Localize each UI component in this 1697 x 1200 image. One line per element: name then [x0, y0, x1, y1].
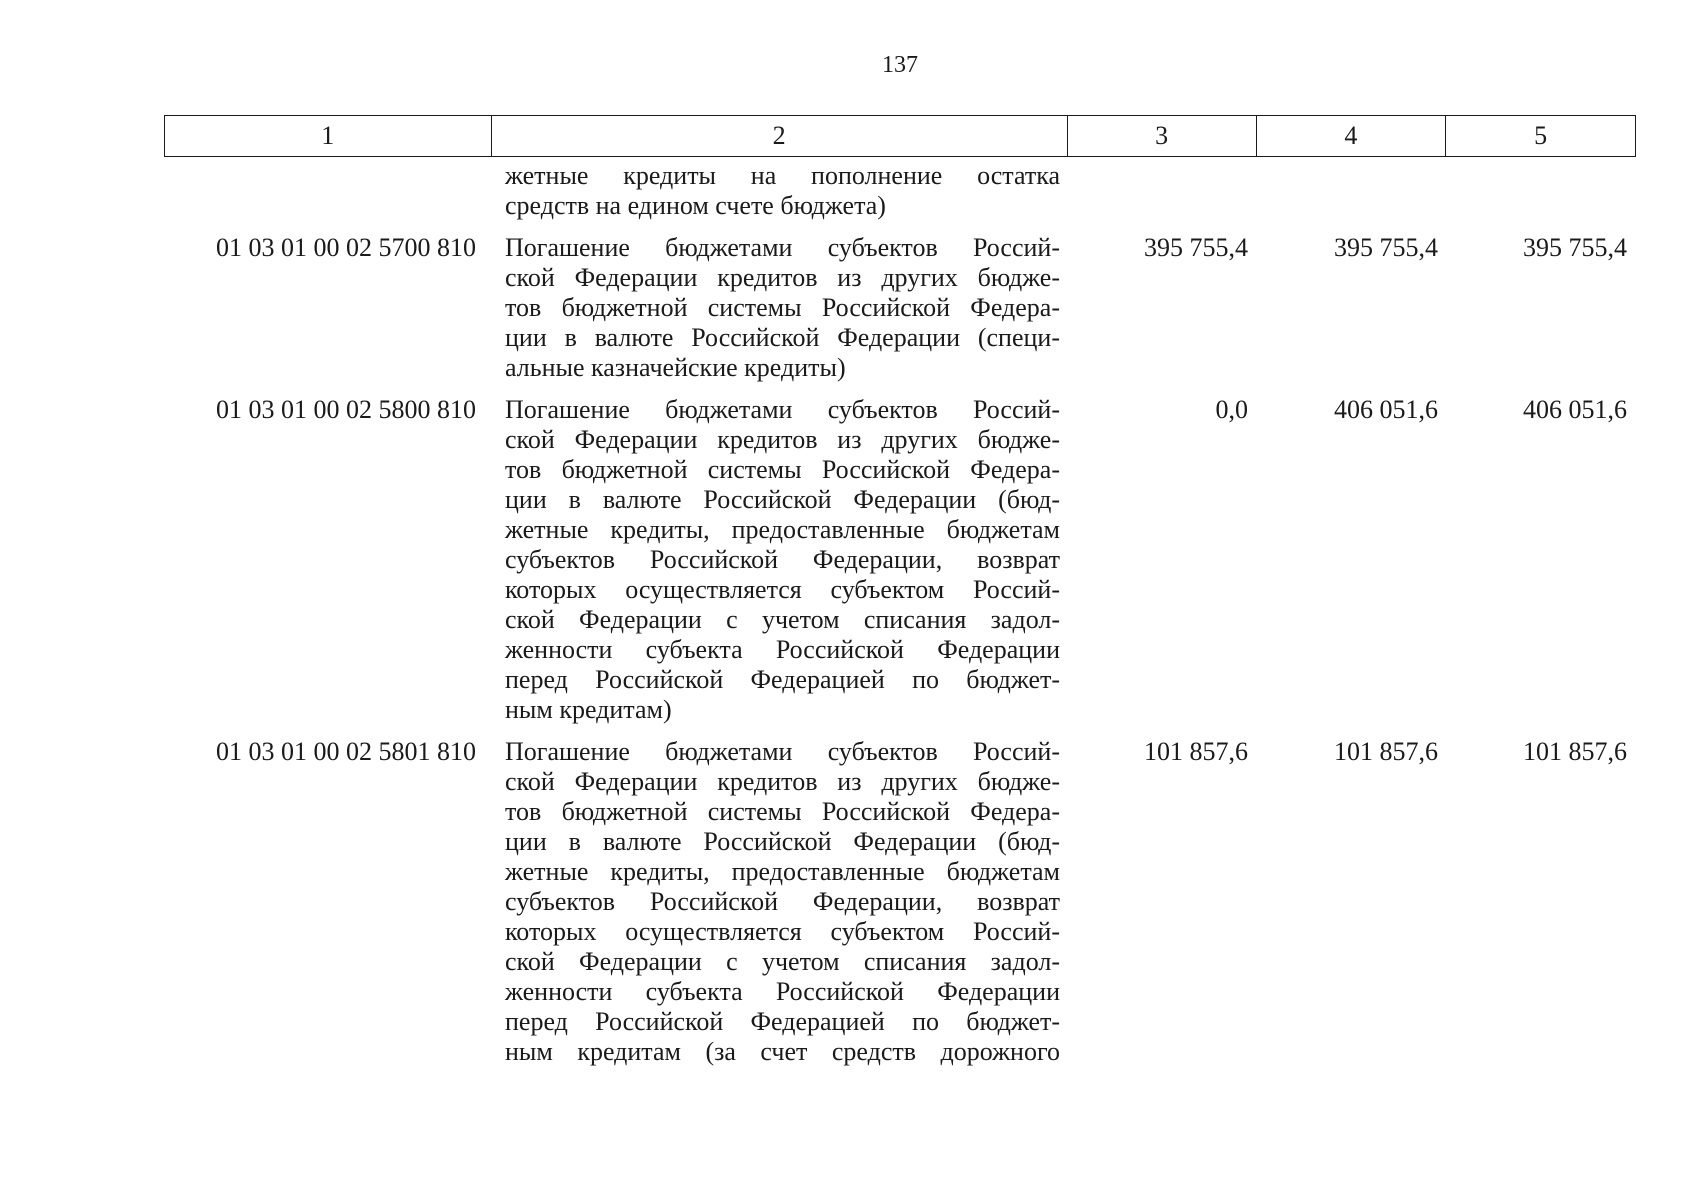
- row-code: 01 03 01 00 02 5801 810: [216, 737, 476, 766]
- description-line: жетные кредиты, предоставленные бюджетам: [505, 857, 1060, 886]
- description-line: альные казначейские кредиты): [505, 353, 846, 382]
- row-value-col3: 0,0: [1215, 395, 1248, 424]
- description-line: ции в валюте Российской Федерации (бюд-: [505, 827, 1060, 856]
- description-line: ным кредитам (за счет средств дорожного: [505, 1037, 1060, 1066]
- row-description: [491, 737, 1068, 1067]
- description-line: женности субъекта Российской Федерации: [505, 635, 1060, 664]
- description-line: которых осуществляется субъектом Россий-: [505, 917, 1060, 946]
- description-line: субъектов Российской Федерации, возврат: [505, 887, 1060, 916]
- table-row: [164, 233, 1636, 383]
- row-value-col4: 101 857,6: [1334, 737, 1438, 766]
- column-header-4: 4: [1257, 116, 1447, 156]
- description-line: перед Российской Федерацией по бюджет-: [505, 665, 1060, 694]
- row-value-col5: 395 755,4: [1523, 233, 1627, 262]
- description-line: ской Федерации кредитов из других бюдже-: [505, 425, 1060, 454]
- row-description: [491, 161, 1068, 221]
- row-code: 01 03 01 00 02 5800 810: [216, 395, 476, 424]
- column-header-3: 3: [1068, 116, 1257, 156]
- row-value-col4: 406 051,6: [1334, 395, 1438, 424]
- table-row: [164, 395, 1636, 725]
- description-line: субъектов Российской Федерации, возврат: [505, 545, 1060, 574]
- row-description: [491, 233, 1068, 383]
- description-line: перед Российской Федерацией по бюджет-: [505, 1007, 1060, 1036]
- page-number: 137: [882, 52, 918, 78]
- description-line: жетные кредиты на пополнение остатка: [505, 161, 1060, 190]
- description-line: средств на едином счете бюджета): [505, 191, 886, 220]
- description-line: тов бюджетной системы Российской Федера-: [505, 293, 1060, 322]
- row-value-col4: 395 755,4: [1334, 233, 1438, 262]
- row-value-col5: 101 857,6: [1523, 737, 1627, 766]
- description-line: ской Федерации с учетом списания задол-: [505, 605, 1060, 634]
- table-row: [164, 161, 1636, 221]
- description-line: жетные кредиты, предоставленные бюджетам: [505, 515, 1060, 544]
- description-line: Погашение бюджетами субъектов Россий-: [505, 395, 1060, 424]
- description-line: Погашение бюджетами субъектов Россий-: [505, 233, 1060, 262]
- table-row: [164, 737, 1636, 1067]
- description-line: ции в валюте Российской Федерации (специ-: [505, 323, 1060, 352]
- row-description: [491, 395, 1068, 725]
- description-line: ской Федерации кредитов из других бюдже-: [505, 263, 1060, 292]
- description-line: ции в валюте Российской Федерации (бюд-: [505, 485, 1060, 514]
- description-line: ской Федерации с учетом списания задол-: [505, 947, 1060, 976]
- table-body: [164, 161, 1636, 1067]
- description-line: тов бюджетной системы Российской Федера-: [505, 797, 1060, 826]
- description-line: ской Федерации кредитов из других бюдже-: [505, 767, 1060, 796]
- description-line: Погашение бюджетами субъектов Россий-: [505, 737, 1060, 766]
- row-code: 01 03 01 00 02 5700 810: [216, 233, 476, 262]
- table-header: [164, 115, 1636, 157]
- row-value-col3: 395 755,4: [1144, 233, 1248, 262]
- description-line: женности субъекта Российской Федерации: [505, 977, 1060, 1006]
- row-value-col3: 101 857,6: [1144, 737, 1248, 766]
- description-line: которых осуществляется субъектом Россий-: [505, 575, 1060, 604]
- description-line: ным кредитам): [505, 695, 672, 724]
- column-header-1: 1: [165, 116, 492, 156]
- row-value-col5: 406 051,6: [1523, 395, 1627, 424]
- description-line: тов бюджетной системы Российской Федера-: [505, 455, 1060, 484]
- column-header-2: 2: [492, 116, 1068, 156]
- column-header-5: 5: [1534, 121, 1548, 150]
